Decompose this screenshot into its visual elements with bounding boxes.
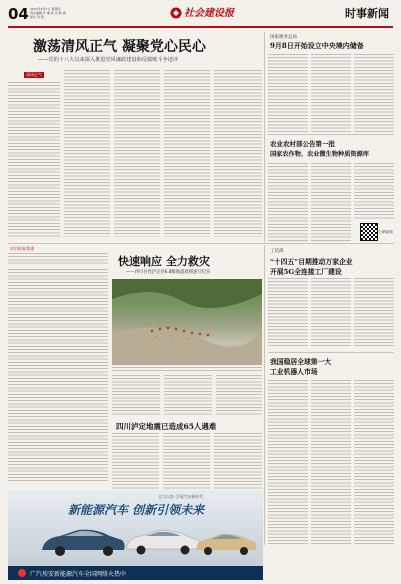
ad-banner[interactable] xyxy=(8,490,263,580)
quake-body-col-3 xyxy=(214,433,262,489)
car-3 xyxy=(193,530,259,560)
lead-article xyxy=(8,30,263,240)
robots-body-col-1 xyxy=(268,380,308,544)
date-line-2: 责任编辑 叶 楠 校 对 杨 勇 xyxy=(30,11,66,15)
tax-article xyxy=(268,32,394,132)
rescue-body-col-3 xyxy=(164,375,212,415)
qr-caption: 扫码阅读 xyxy=(379,230,393,234)
date-line-1: 2023年9月7日 星期四 xyxy=(30,7,61,11)
agri-body-col-3 xyxy=(354,163,394,219)
5g-body-col-3 xyxy=(354,278,394,348)
agri-body-col-1 xyxy=(268,163,308,241)
right-divider-1 xyxy=(268,134,394,135)
robots-body-col-3 xyxy=(354,380,394,544)
agri-body-col-2 xyxy=(311,163,351,241)
lead-subheadline: ——党的十八大以来深入推进党风廉政建设和反腐败斗争述评 xyxy=(38,57,179,63)
date-line-3: 版式 肖 利 xyxy=(30,15,44,19)
agri-article xyxy=(268,137,394,242)
lead-body-col-5 xyxy=(214,70,262,237)
tax-body-col-1 xyxy=(268,54,308,132)
page-header xyxy=(0,0,401,34)
rescue-section-tag: 灾后恢复重建 xyxy=(10,246,34,251)
rescue-photo xyxy=(112,279,262,365)
ad-bottom-bar xyxy=(8,566,263,580)
section-title: 时事新闻 xyxy=(345,7,389,20)
car-1 xyxy=(38,524,128,562)
5g-article xyxy=(268,246,394,350)
qr-code[interactable] xyxy=(360,223,378,241)
masthead-logo xyxy=(170,4,182,16)
5g-headline-1: “十四五”目期推动万家企业 xyxy=(270,258,353,266)
5g-headline-2: 开展5G全连接工厂建设 xyxy=(270,268,342,276)
lead-body-col-3 xyxy=(114,70,160,237)
rescue-body-left xyxy=(8,269,108,481)
5g-body-col-1 xyxy=(268,278,308,348)
lead-body-col-2 xyxy=(64,70,110,237)
ad-bottom-text: 广汽埃安新能源汽车全国网络火热中 xyxy=(30,571,127,578)
robots-headline-1: 我国稳居全球第一大 xyxy=(270,358,332,366)
page-number: 04 xyxy=(8,5,29,23)
quake-body-col-2 xyxy=(163,433,210,489)
lead-body-col-1 xyxy=(8,82,60,237)
horizontal-divider xyxy=(8,243,394,244)
rescue-photo-caption xyxy=(112,367,262,371)
right-divider-2 xyxy=(268,352,394,353)
agri-headline-2: 国家农作物、农业微生物种质资源库 xyxy=(270,151,369,158)
robots-article xyxy=(268,354,394,546)
quake-body-col-1 xyxy=(112,433,159,489)
ad-top-text: 全力以赴 引领汽车新时代 xyxy=(158,494,204,499)
quake-article xyxy=(112,419,262,491)
tax-headline: 9月8日开始设立中央境内储备 xyxy=(270,41,364,50)
column-divider xyxy=(264,32,265,242)
rescue-body-col-4 xyxy=(216,375,262,415)
ad-headline: 新能源汽车 创新引领未来 xyxy=(68,503,205,517)
car-2 xyxy=(123,526,203,560)
rescue-intro xyxy=(8,253,108,265)
tax-body-col-2 xyxy=(311,54,351,132)
5g-body-col-2 xyxy=(311,278,351,348)
robots-headline-2: 工业机器人市场 xyxy=(270,368,318,376)
rescue-body-col-2 xyxy=(112,375,160,415)
ad-brand-icon xyxy=(18,569,26,577)
column-divider-2 xyxy=(264,245,265,545)
rescue-headline: 快速响应 全力救灾 xyxy=(118,255,210,268)
lead-body-col-4 xyxy=(164,70,210,237)
rescue-subheadline: ——四川甘孜泸定县6.8级地震救援速写纪实 xyxy=(126,270,211,275)
tax-body-col-3 xyxy=(354,54,394,132)
quake-headline: 四川泸定地震已造成65人遇难 xyxy=(116,422,217,431)
header-rule xyxy=(8,26,393,28)
agri-headline-1: 农业农村部公告第一批 xyxy=(270,140,335,148)
masthead-title: 社会建设报 xyxy=(184,8,234,19)
lead-headline: 激荡清风正气 凝聚党心民心 xyxy=(33,39,206,55)
5g-kicker: 工信部 xyxy=(270,249,284,254)
lead-tag: 清风正气 xyxy=(26,72,42,77)
robots-body-col-2 xyxy=(311,380,351,544)
tax-kicker: 国家税务总局 xyxy=(270,35,297,40)
